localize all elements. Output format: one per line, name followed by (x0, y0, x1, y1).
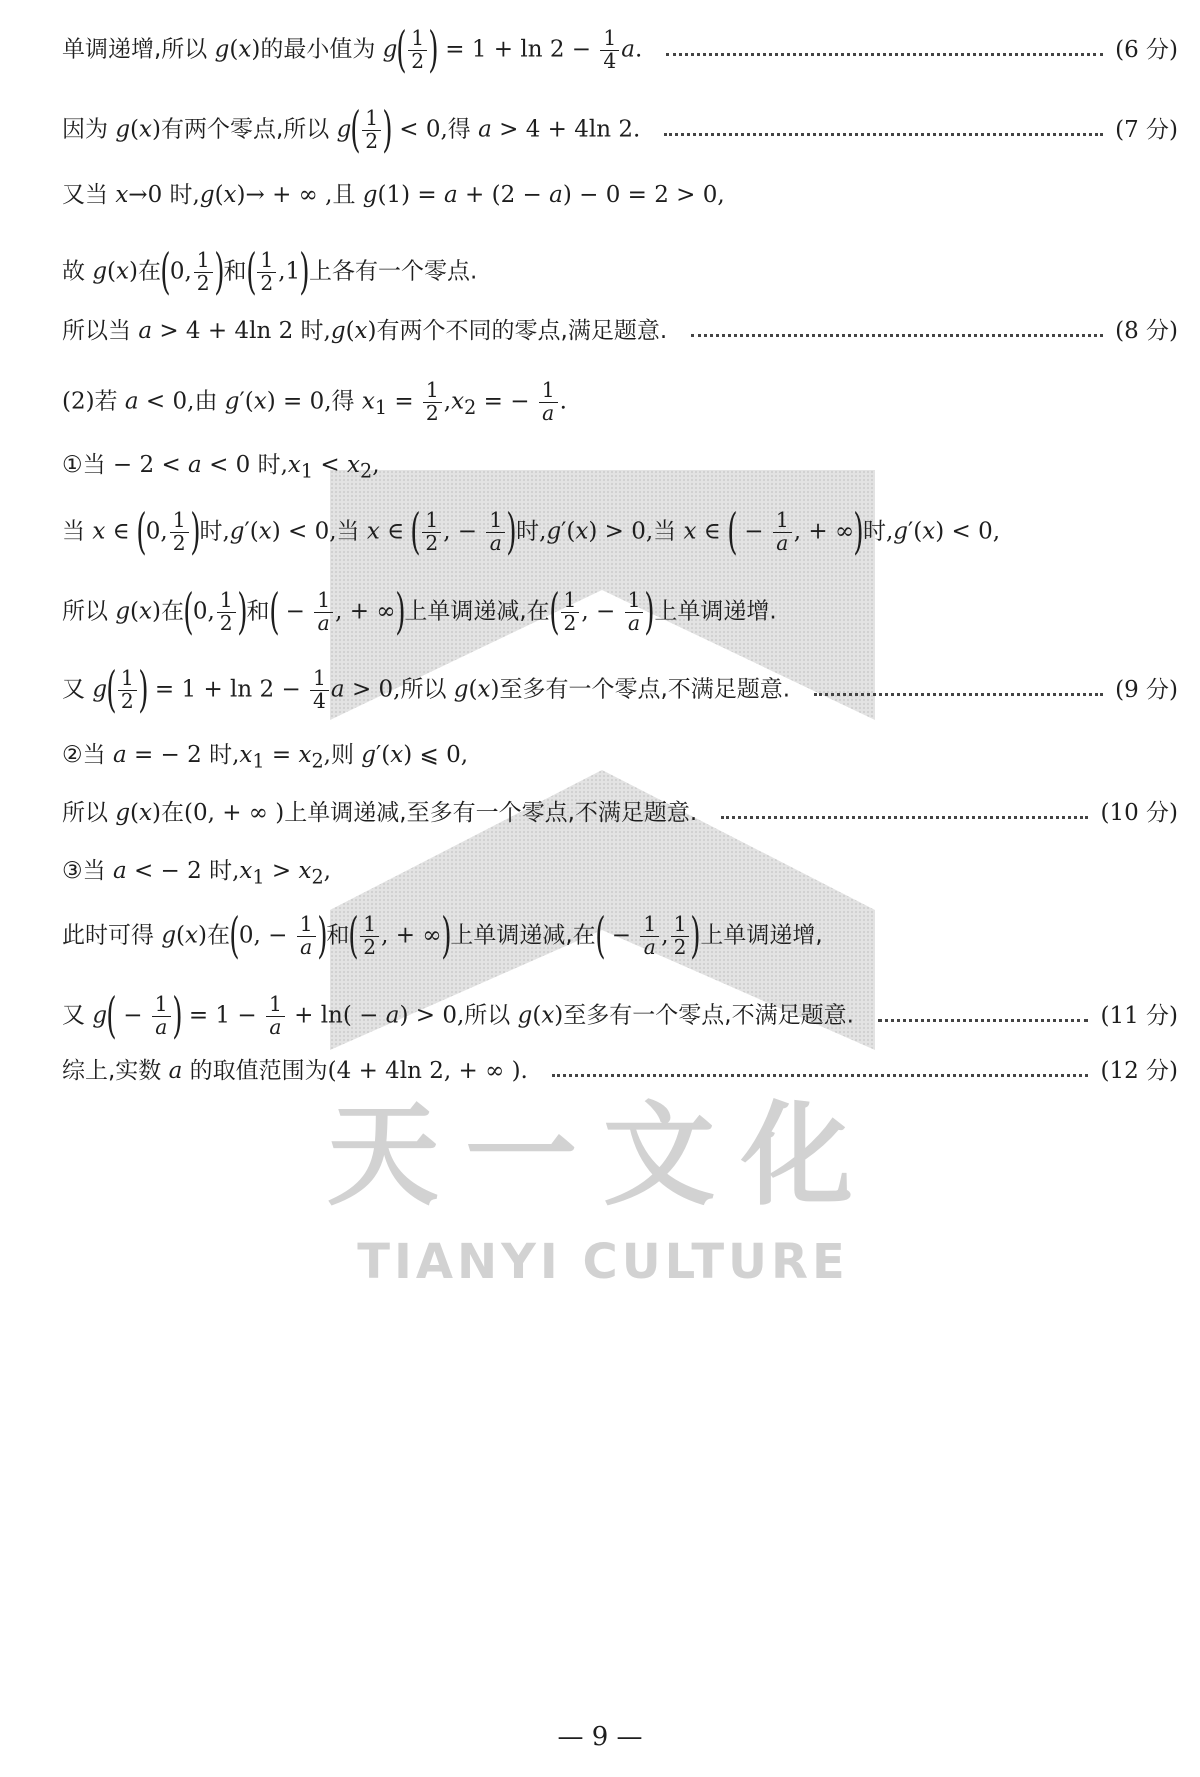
line-text-13: ③当 a < − 2 时$,x_1 > x_2$, (62, 858, 331, 889)
page-number: — 9 — (557, 1722, 643, 1752)
leader-dots (878, 1019, 1089, 1022)
solution-line-3 (62, 182, 1178, 210)
solution-line-16 (62, 1058, 1178, 1086)
line-text-1: 单调递增,所以 g(x)的最小值为 g( $\frac{1}{2}$ ) = 1 + ln 2 − $\frac{1}{4}$ a. (62, 22, 643, 79)
leader-dots (691, 334, 1103, 337)
solution-line-11 (62, 742, 1178, 773)
line-text-9: 所以 g(x)在(0, $\frac{1}{2}$ )和( − $\frac{1}{a}$ , + ∞)上单调递减,在( $\frac{1}{2}$ , − $\frac{1}{a}$ )上单调递增. (62, 584, 777, 641)
solution-line-4 (62, 244, 1178, 301)
solution-line-9 (62, 584, 1178, 641)
line-text-11: ②当 a = − 2 时$,x_1 = x_2$,则 g′(x) ⩽ 0, (62, 742, 469, 773)
solution-line-7 (62, 452, 1178, 483)
solution-line-2 (62, 102, 1178, 159)
solution-line-8 (62, 504, 1178, 561)
solution-line-6 (62, 380, 1178, 425)
score-label: (10 分) (1100, 800, 1178, 826)
score-label: (9 分) (1115, 676, 1178, 703)
leader-dots (721, 816, 1088, 819)
solution-line-13 (62, 858, 1178, 889)
line-text-15: 又 g( − $\frac{1}{a}$ ) = 1 − $\frac{1}{a}$ + ln( − a) > 0,所以 g(x)至多有一个零点,不满足题意. (62, 988, 854, 1045)
solution-line-1 (62, 22, 1178, 79)
solution-line-12 (62, 800, 1178, 828)
watermark-english-text: TIANYI CULTURE (357, 1234, 849, 1290)
line-text-4: 故 g(x)在(0, $\frac{1}{2}$ )和( $\frac{1}{2}$ ,1)上各有一个零点. (62, 244, 478, 301)
leader-dots (664, 133, 1103, 136)
solution-line-5 (62, 318, 1178, 346)
leader-dots (666, 53, 1103, 56)
score-label: (12 分) (1100, 1058, 1178, 1084)
line-text-16: 综上,实数 a 的取值范围为(4 + 4ln 2, + ∞ ). (62, 1058, 528, 1084)
line-text-6: (2)若 a < 0,由 g′(x) = 0,得 $x_1$ = $\frac{1}{2}$ $,x_2$ = − $\frac{1}{a}$ . (62, 378, 567, 425)
solution-line-10 (62, 662, 1178, 719)
score-label: (8 分) (1115, 318, 1178, 344)
solution-line-14 (62, 908, 1178, 965)
leader-dots (814, 693, 1103, 696)
line-text-2: 因为 g(x)有两个零点,所以 g( $\frac{1}{2}$ ) < 0,得 a > 4 + 4ln 2. (62, 102, 641, 159)
line-text-3: 又当 x→0 时,g(x)→ + ∞ ,且 g(1) = a + (2 − a) − 0 = 2 > 0, (62, 182, 725, 208)
solution-line-15 (62, 988, 1178, 1045)
leader-dots (552, 1074, 1089, 1077)
score-label: (7 分) (1115, 116, 1178, 143)
line-text-5: 所以当 a > 4 + 4ln 2 时,g(x)有两个不同的零点,满足题意. (62, 318, 668, 344)
line-text-8: 当 x ∈ (0, $\frac{1}{2}$ )时,g′(x) < 0,当 x ∈ ( $\frac{1}{2}$ , − $\frac{1}{a}$ )时,g′(x) > 0,当 x ∈ ( − $\frac{1}{a}$ , + ∞)时,g′(x) < 0, (62, 504, 1001, 561)
line-text-10: 又 g( $\frac{1}{2}$ ) = 1 + ln 2 − $\frac{1}{4}$ a > 0,所以 g(x)至多有一个零点,不满足题意. (62, 662, 791, 719)
watermark-chinese-text: 天一文化 (327, 1091, 879, 1221)
line-text-7: ①当 − 2 < a < 0 时$,x_1 < x_2$, (62, 452, 380, 483)
score-label: (6 分) (1115, 36, 1178, 63)
line-text-12: 所以 g(x)在(0, + ∞ )上单调递减,至多有一个零点,不满足题意. (62, 800, 698, 826)
score-label: (11 分) (1100, 1002, 1178, 1029)
line-text-14: 此时可得 g(x)在(0, − $\frac{1}{a}$ )和( $\frac{1}{2}$ , + ∞)上单调递减,在( − $\frac{1}{a}$ , $\frac{1}{2}$ )上单调递增, (62, 908, 823, 965)
